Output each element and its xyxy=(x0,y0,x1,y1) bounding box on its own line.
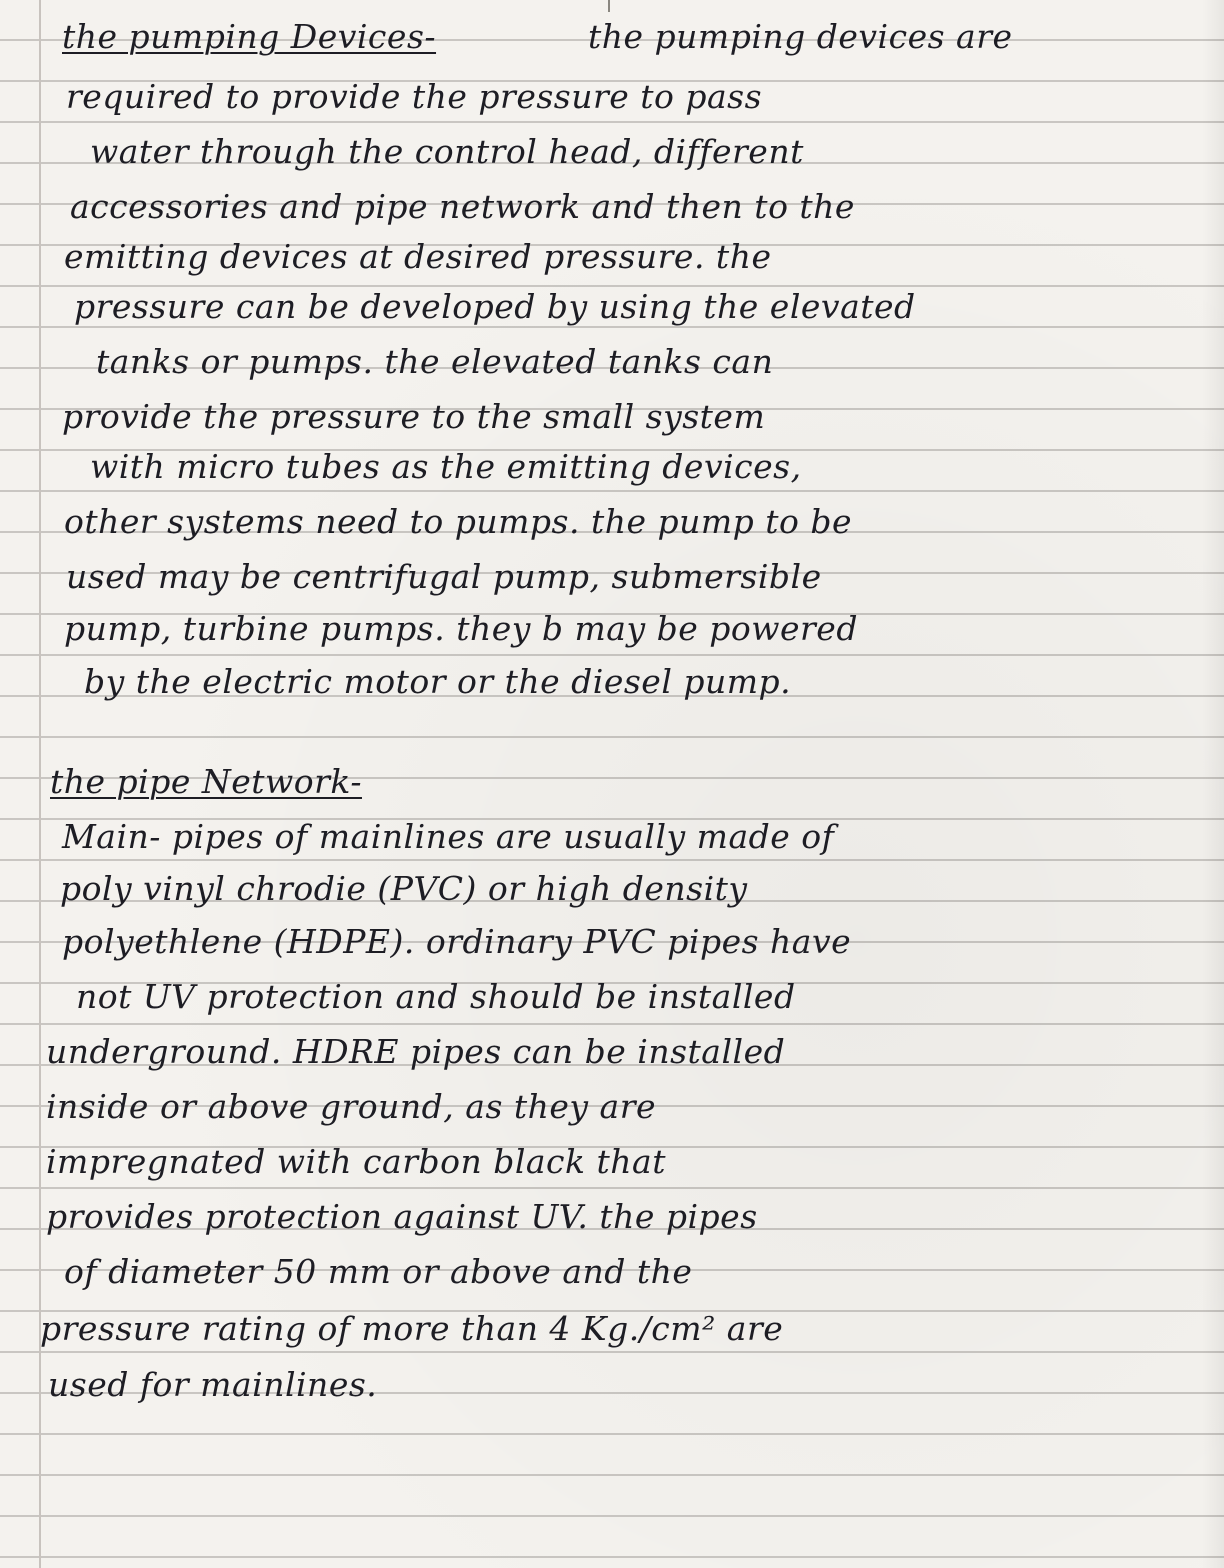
text-line: pressure rating of more than 4 Kg./cm² are xyxy=(40,1309,784,1348)
text-line: Main- pipes of mainlines are usually made of xyxy=(62,817,835,856)
page-mark xyxy=(608,0,610,12)
text-line: impregnated with carbon black that xyxy=(46,1142,666,1181)
text-line: pump, turbine pumps. they b may be powered xyxy=(64,609,858,648)
text-line: polyethlene (HDPE). ordinary PVC pipes have xyxy=(62,922,852,961)
text-line: used may be centrifugal pump, submersible xyxy=(66,557,822,596)
text-line: underground. HDRE pipes can be installed xyxy=(46,1032,786,1071)
page-edge-shadow xyxy=(1202,0,1224,1568)
text-line: inside or above ground, as they are xyxy=(46,1087,657,1126)
text-line: accessories and pipe network and then to the xyxy=(70,187,855,226)
text-line: provide the pressure to the small system xyxy=(62,397,766,436)
text-line: the pumping devices are xyxy=(588,17,1013,56)
text-line: provides protection against UV. the pipes xyxy=(46,1197,758,1236)
text-line: emitting devices at desired pressure. the xyxy=(64,237,772,276)
text-line: required to provide the pressure to pass xyxy=(66,77,763,116)
text-line: with micro tubes as the emitting devices, xyxy=(90,447,802,486)
text-line: poly vinyl chrodie (PVC) or high density xyxy=(60,869,748,908)
text-line: other systems need to pumps. the pump to be xyxy=(64,502,853,541)
section-heading-pipe-network: the pipe Network- xyxy=(50,762,362,801)
text-line: by the electric motor or the diesel pump. xyxy=(84,662,792,701)
text-line: tanks or pumps. the elevated tanks can xyxy=(96,342,774,381)
text-line: of diameter 50 mm or above and the xyxy=(64,1252,693,1291)
text-line: water through the control head, different xyxy=(90,132,804,171)
text-line: pressure can be developed by using the elevated xyxy=(74,287,916,326)
section-heading-pumping-devices: the pumping Devices- xyxy=(62,17,437,56)
text-line: used for mainlines. xyxy=(48,1365,378,1404)
text-line: not UV protection and should be installed xyxy=(76,977,796,1016)
